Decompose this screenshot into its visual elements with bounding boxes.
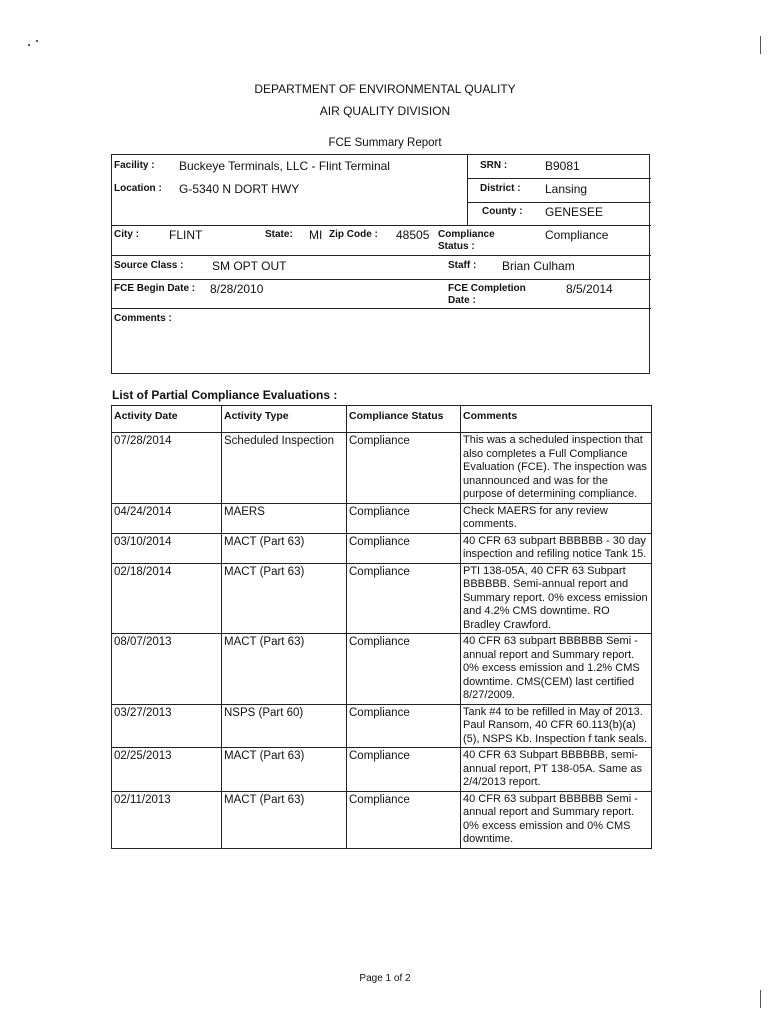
activity-type-cell: MAERS bbox=[222, 503, 347, 533]
city-value: FLINT bbox=[169, 228, 203, 242]
fce-completion-label-2: Date : bbox=[448, 295, 476, 306]
scan-speck bbox=[36, 40, 38, 42]
county-value: GENESEE bbox=[545, 205, 604, 219]
zip-label: Zip Code : bbox=[329, 229, 378, 240]
activity-date-cell: 02/25/2013 bbox=[112, 748, 222, 792]
division-heading: AIR QUALITY DIVISION bbox=[319, 104, 451, 118]
activity-type-cell: MACT (Part 63) bbox=[222, 748, 347, 792]
table-row bbox=[112, 533, 652, 563]
activities-table bbox=[111, 405, 652, 849]
scan-edge-mark bbox=[760, 990, 761, 1008]
activity-date-cell: 08/07/2013 bbox=[112, 634, 222, 705]
scan-speck bbox=[28, 44, 30, 46]
comments-cell: PTI 138-05A, 40 CFR 63 Subpart BBBBBB. Semi-annual report and Summary report. 0% excess emission and 4.2% CMS downtime. RO Bradley Crawford. bbox=[461, 563, 652, 634]
compliance-status-cell: Compliance bbox=[347, 791, 461, 848]
table-row bbox=[112, 634, 652, 705]
staff-value: Brian Culham bbox=[502, 259, 575, 273]
fce-completion-value: 8/5/2014 bbox=[566, 282, 613, 296]
activity-date-cell: 07/28/2014 bbox=[112, 433, 222, 504]
activity-type-cell: MACT (Part 63) bbox=[222, 791, 347, 848]
district-label: District : bbox=[480, 183, 521, 194]
compliance-status-label-2: Status : bbox=[438, 241, 475, 252]
activity-type-cell: Scheduled Inspection bbox=[222, 433, 347, 504]
compliance-status-cell: Compliance bbox=[347, 704, 461, 748]
source-class-value: SM OPT OUT bbox=[212, 259, 287, 273]
location-value: G-5340 N DORT HWY bbox=[179, 182, 300, 196]
fce-begin-value: 8/28/2010 bbox=[210, 282, 264, 296]
fce-summary-box bbox=[111, 154, 650, 374]
compliance-status-cell: Compliance bbox=[347, 563, 461, 634]
activity-date-cell: 02/11/2013 bbox=[112, 791, 222, 848]
activity-date-cell: 03/27/2013 bbox=[112, 704, 222, 748]
srn-label: SRN : bbox=[480, 160, 508, 171]
report-title: FCE Summary Report bbox=[328, 137, 442, 149]
table-header-row bbox=[112, 406, 652, 433]
activity-date-cell: 02/18/2014 bbox=[112, 563, 222, 634]
comments-cell: Tank #4 to be refilled in May of 2013. Paul Ransom, 40 CFR 60.113(b)(a)(5), NSPS Kb. Inspection f tank seals. bbox=[461, 704, 652, 748]
district-value: Lansing bbox=[545, 182, 588, 196]
facility-value: Buckeye Terminals, LLC - Flint Terminal bbox=[179, 159, 390, 173]
compliance-status-cell: Compliance bbox=[347, 533, 461, 563]
facility-label: Facility : bbox=[114, 160, 155, 171]
city-label: City : bbox=[114, 229, 139, 240]
activity-type-cell: MACT (Part 63) bbox=[222, 634, 347, 705]
partial-evaluations-title: List of Partial Compliance Evaluations : bbox=[112, 388, 338, 402]
column-header-activity-type: Activity Type bbox=[222, 406, 347, 433]
table-row bbox=[112, 433, 652, 504]
compliance-status-cell: Compliance bbox=[347, 433, 461, 504]
column-header-comments: Comments bbox=[461, 406, 652, 433]
state-label: State: bbox=[265, 229, 293, 240]
table-row bbox=[112, 748, 652, 792]
table-row bbox=[112, 791, 652, 848]
comments-cell: 40 CFR 63 Subpart BBBBBB, semi-annual report, PT 138-05A. Same as 2/4/2013 report. bbox=[461, 748, 652, 792]
compliance-status-cell: Compliance bbox=[347, 634, 461, 705]
column-header-compliance-status: Compliance Status bbox=[347, 406, 461, 433]
activity-date-cell: 04/24/2014 bbox=[112, 503, 222, 533]
comments-cell: 40 CFR 63 subpart BBBBBB Semi -annual report and Summary report. 0% excess emission and 1.2% CMS downtime. CMS(CEM) last certified 8/27/2009. bbox=[461, 634, 652, 705]
county-label: County : bbox=[482, 206, 523, 217]
source-class-label: Source Class : bbox=[114, 260, 184, 271]
table-row bbox=[112, 503, 652, 533]
zip-value: 48505 bbox=[396, 228, 430, 242]
column-header-activity-date: Activity Date bbox=[112, 406, 222, 433]
fce-begin-label: FCE Begin Date : bbox=[114, 283, 196, 294]
compliance-status-value: Compliance bbox=[545, 228, 609, 242]
comments-cell: 40 CFR 63 subpart BBBBBB - 30 day inspection and refiling notice Tank 15. bbox=[461, 533, 652, 563]
comments-cell: 40 CFR 63 subpart BBBBBB Semi -annual report and Summary report. 0% excess emission and 0% CMS downtime. bbox=[461, 791, 652, 848]
location-label: Location : bbox=[114, 183, 162, 194]
page-number: Page 1 of 2 bbox=[359, 973, 411, 984]
srn-value: B9081 bbox=[545, 159, 580, 173]
table-row bbox=[112, 704, 652, 748]
comments-label: Comments : bbox=[114, 313, 172, 324]
scan-edge-mark bbox=[760, 36, 761, 54]
fce-completion-label: FCE Completion bbox=[448, 283, 526, 294]
state-value: MI bbox=[309, 228, 323, 242]
compliance-status-cell: Compliance bbox=[347, 503, 461, 533]
comments-cell: Check MAERS for any review comments. bbox=[461, 503, 652, 533]
activity-type-cell: NSPS (Part 60) bbox=[222, 704, 347, 748]
table-row bbox=[112, 563, 652, 634]
activity-type-cell: MACT (Part 63) bbox=[222, 533, 347, 563]
compliance-status-label: Compliance bbox=[438, 229, 495, 240]
comments-cell: This was a scheduled inspection that also completes a Full Compliance Evaluation (FCE). The inspection was unannounced and was for the purpose of determining compliance. bbox=[461, 433, 652, 504]
compliance-status-cell: Compliance bbox=[347, 748, 461, 792]
activity-type-cell: MACT (Part 63) bbox=[222, 563, 347, 634]
staff-label: Staff : bbox=[448, 260, 477, 271]
department-heading: DEPARTMENT OF ENVIRONMENTAL QUALITY bbox=[254, 82, 516, 96]
activity-date-cell: 03/10/2014 bbox=[112, 533, 222, 563]
